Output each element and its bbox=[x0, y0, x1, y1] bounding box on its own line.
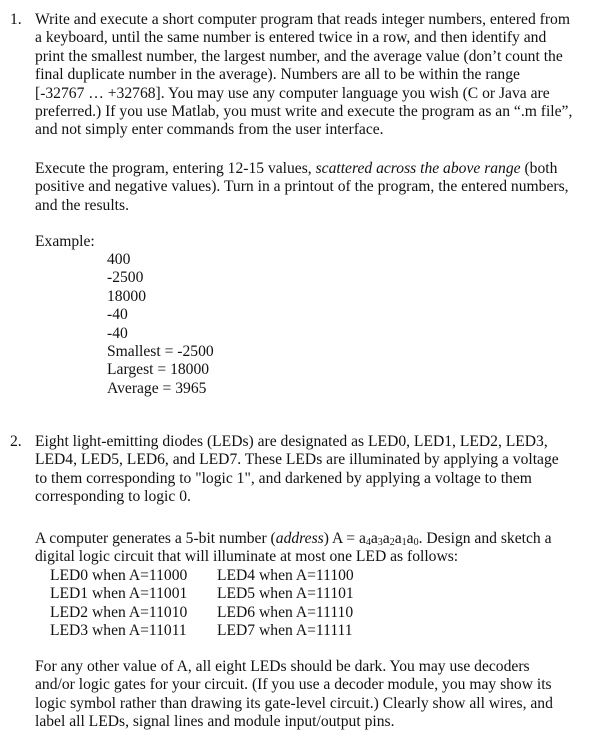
led-cell: LED4 when A=11100 bbox=[217, 567, 354, 584]
led-cell: LED2 when A=11010 bbox=[50, 603, 188, 621]
text-line: print the smallest number, the largest number, and the average value (don’t count the bbox=[35, 47, 563, 65]
text: Execute the program, entering 12-15 values, bbox=[35, 160, 316, 177]
example-line: Average = 3965 bbox=[107, 379, 207, 397]
text: a bbox=[394, 530, 402, 547]
text-line: LED4, LED5, LED6, and LED7. These LEDs are illuminated by applying a voltage bbox=[35, 451, 559, 469]
text-line: preferred.) If you use Matlab, you must write and execute the program as an “.m file”, bbox=[35, 102, 573, 120]
led-row bbox=[50, 585, 354, 603]
q2-paragraph-3 bbox=[35, 658, 553, 732]
example-line: -40 bbox=[107, 306, 128, 324]
text: a bbox=[370, 530, 378, 547]
led-cell: LED3 when A=11011 bbox=[50, 622, 187, 640]
text-line: a keyboard, until the same number is entered twice in a row, and then identify and bbox=[35, 29, 547, 47]
text: . Design and sketch a bbox=[418, 530, 552, 547]
text-line: digital logic circuit that will illuminate at most one LED as follows: bbox=[35, 548, 459, 566]
text-line: to them corresponding to "logic 1", and darkened by applying a voltage to them bbox=[35, 469, 532, 487]
subscript: 0 bbox=[413, 537, 419, 548]
example-line: Largest = 18000 bbox=[107, 361, 210, 379]
subscript: 4 bbox=[365, 537, 371, 548]
q2-paragraph-1 bbox=[35, 433, 559, 507]
led-row bbox=[50, 567, 354, 585]
q2-paragraph-2 bbox=[35, 530, 552, 567]
example-label: Example: bbox=[35, 233, 95, 250]
example-line: 18000 bbox=[107, 287, 146, 305]
text: A computer generates a 5-bit number ( bbox=[35, 530, 276, 547]
text-line: and/or logic gates for your circuit. (If you use a decoder module, you may show its bbox=[35, 676, 552, 694]
example-line: -2500 bbox=[107, 269, 144, 287]
text: a bbox=[406, 530, 414, 547]
text-line bbox=[35, 160, 569, 178]
example-values bbox=[107, 251, 214, 398]
italic-text: address bbox=[275, 530, 324, 547]
led-cell: LED1 when A=11001 bbox=[50, 585, 188, 603]
example-line: -40 bbox=[107, 324, 128, 342]
led-cell: LED0 when A=11000 bbox=[50, 567, 188, 584]
example-line: 400 bbox=[107, 251, 131, 268]
led-row bbox=[50, 622, 353, 640]
q1-paragraph-1 bbox=[35, 11, 572, 140]
led-cell: LED5 when A=11101 bbox=[217, 585, 354, 603]
text-line: Eight light-emitting diodes (LEDs) are designated as LED0, LED1, LED2, LED3, bbox=[35, 433, 548, 450]
subscript: 2 bbox=[389, 537, 395, 548]
text-line: For any other value of A, all eight LEDs should be dark. You may use decoders bbox=[35, 658, 530, 675]
text-line: and not simply enter commands from the user interface. bbox=[35, 121, 384, 139]
led-cell: LED7 when A=11111 bbox=[217, 622, 353, 640]
led-row bbox=[50, 603, 354, 622]
text: ) A = a bbox=[323, 530, 366, 547]
question-number: 1. bbox=[10, 11, 22, 28]
example-line: Smallest = -2500 bbox=[107, 342, 214, 360]
text: a bbox=[382, 530, 390, 547]
text-line: label all LEDs, signal lines and module input/output pins. bbox=[35, 713, 395, 731]
text-line: [-32767 … +32768]. You may use any computer language you wish (C or Java are bbox=[35, 84, 550, 102]
question-number: 2. bbox=[10, 433, 22, 450]
text-line bbox=[35, 530, 552, 548]
led-table bbox=[50, 567, 354, 641]
led-cell: LED6 when A=11110 bbox=[217, 603, 354, 621]
q1-paragraph-2 bbox=[35, 160, 569, 215]
text-line: final duplicate number in the average). Numbers are all to be within the range bbox=[35, 66, 520, 84]
text-line: logic symbol rather than drawing its gate-level circuit.) Clearly show all wires, and bbox=[35, 694, 553, 712]
text-line: and the results. bbox=[35, 196, 129, 214]
text: (both bbox=[520, 160, 558, 177]
text-line: Write and execute a short computer program that reads integer numbers, entered from bbox=[35, 11, 570, 28]
subscript: 3 bbox=[377, 537, 383, 548]
italic-text: scattered across the above range bbox=[315, 160, 521, 177]
text-line: corresponding to logic 0. bbox=[35, 488, 191, 506]
text-line: positive and negative values). Turn in a printout of the program, the entered numbers, bbox=[35, 178, 569, 196]
subscript: 1 bbox=[401, 537, 407, 548]
